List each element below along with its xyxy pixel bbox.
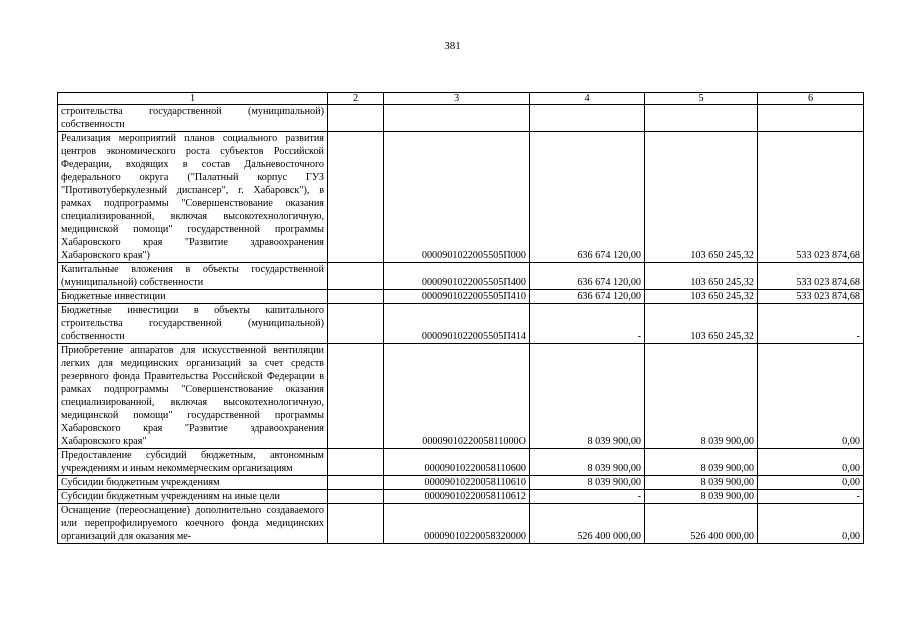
column-header: 3	[384, 93, 530, 105]
row-value-5: 103 650 245,32	[645, 263, 758, 290]
row-value-6: 533 023 874,68	[758, 132, 864, 263]
row-code: 0000901022005505П414	[384, 304, 530, 344]
row-value-4: 8 039 900,00	[530, 344, 645, 449]
row-value-4: 636 674 120,00	[530, 132, 645, 263]
row-value-6: 0,00	[758, 504, 864, 544]
row-value-4: 636 674 120,00	[530, 290, 645, 304]
row-column-2	[328, 304, 384, 344]
row-value-4: 8 039 900,00	[530, 449, 645, 476]
row-column-2	[328, 344, 384, 449]
table-header-row	[58, 93, 864, 105]
row-description: Субсидии бюджетным учреждениям на иные цели	[58, 490, 328, 504]
row-value-6: -	[758, 490, 864, 504]
row-value-6: 0,00	[758, 344, 864, 449]
row-value-5: 8 039 900,00	[645, 344, 758, 449]
table-row	[58, 105, 864, 132]
row-column-2	[328, 490, 384, 504]
table-row	[58, 344, 864, 449]
table-row	[58, 304, 864, 344]
row-value-4: 526 400 000,00	[530, 504, 645, 544]
row-description: Бюджетные инвестиции в объекты капитального строительства государственной (муниципальной) собственности	[58, 304, 328, 344]
row-code	[384, 105, 530, 132]
row-value-4: 8 039 900,00	[530, 476, 645, 490]
row-description: Реализация мероприятий планов социального развития центров экономического роста субъектов Российской Федерации, входящих в состав Дальневосточного федерального округа ("Палатный корпус ГУЗ "Противотуберкулезный диспансер", г. Хабаровск"), в рамках подпрограммы "Совершенствование оказания специализированной, включая высокотехнологичную, медицинской помощи" государственной программы Хабаровского края "Развитие здравоохранения Хабаровского края")	[58, 132, 328, 263]
row-description: Бюджетные инвестиции	[58, 290, 328, 304]
row-value-6: 0,00	[758, 449, 864, 476]
row-value-4: -	[530, 490, 645, 504]
row-column-2	[328, 449, 384, 476]
table-row	[58, 132, 864, 263]
row-value-6: 0,00	[758, 476, 864, 490]
row-column-2	[328, 476, 384, 490]
row-description: строительства государственной (муниципальной) собственности	[58, 105, 328, 132]
row-code: 0000901022005505П400	[384, 263, 530, 290]
row-description: Субсидии бюджетным учреждениям	[58, 476, 328, 490]
row-column-2	[328, 132, 384, 263]
column-header: 5	[645, 93, 758, 105]
row-description: Приобретение аппаратов для искусственной вентиляции легких для медицинских организаций за счет средств резервного фонда Правительства Российской Федерации в рамках подпрограммы "Совершенствование оказания специализированной, включая высокотехнологичную, медицинской помощи" государственной программы Хабаровского края "Развитие здравоохранения Хабаровского края"	[58, 344, 328, 449]
row-description: Капитальные вложения в объекты государственной (муниципальной) собственности	[58, 263, 328, 290]
row-value-5: 103 650 245,32	[645, 290, 758, 304]
row-column-2	[328, 504, 384, 544]
row-value-5: 8 039 900,00	[645, 476, 758, 490]
row-column-2	[328, 290, 384, 304]
column-header: 2	[328, 93, 384, 105]
row-code: 00009010220058110612	[384, 490, 530, 504]
row-code: 00009010220058320000	[384, 504, 530, 544]
row-value-6: 533 023 874,68	[758, 290, 864, 304]
row-code: 00009010220058110600	[384, 449, 530, 476]
table-row	[58, 449, 864, 476]
column-header: 1	[58, 93, 328, 105]
row-description: Предоставление субсидий бюджетным, автономным учреждениям и иным некоммерческим организациям	[58, 449, 328, 476]
column-header: 4	[530, 93, 645, 105]
row-code: 0000901022005505П410	[384, 290, 530, 304]
row-value-6	[758, 105, 864, 132]
table-row	[58, 476, 864, 490]
row-value-5: 8 039 900,00	[645, 490, 758, 504]
page-number: 381	[444, 40, 461, 52]
row-description: Оснащение (переоснащение) дополнительно создаваемого или перепрофилируемого коечного фонда медицинских организаций для оказания ме-	[58, 504, 328, 544]
row-value-5: 103 650 245,32	[645, 304, 758, 344]
row-value-5	[645, 105, 758, 132]
row-code: 0000901022005505П000	[384, 132, 530, 263]
row-value-4: 636 674 120,00	[530, 263, 645, 290]
row-code: 00009010220058110610	[384, 476, 530, 490]
table-row	[58, 290, 864, 304]
table-row	[58, 490, 864, 504]
table-body	[58, 93, 864, 544]
row-value-5: 103 650 245,32	[645, 132, 758, 263]
table-row	[58, 263, 864, 290]
row-value-6: -	[758, 304, 864, 344]
row-value-4	[530, 105, 645, 132]
row-value-5: 526 400 000,00	[645, 504, 758, 544]
column-header: 6	[758, 93, 864, 105]
row-value-6: 533 023 874,68	[758, 263, 864, 290]
budget-table	[57, 92, 864, 544]
row-column-2	[328, 105, 384, 132]
row-value-4: -	[530, 304, 645, 344]
table-row	[58, 504, 864, 544]
row-value-5: 8 039 900,00	[645, 449, 758, 476]
row-column-2	[328, 263, 384, 290]
row-code: 0000901022005811000О	[384, 344, 530, 449]
